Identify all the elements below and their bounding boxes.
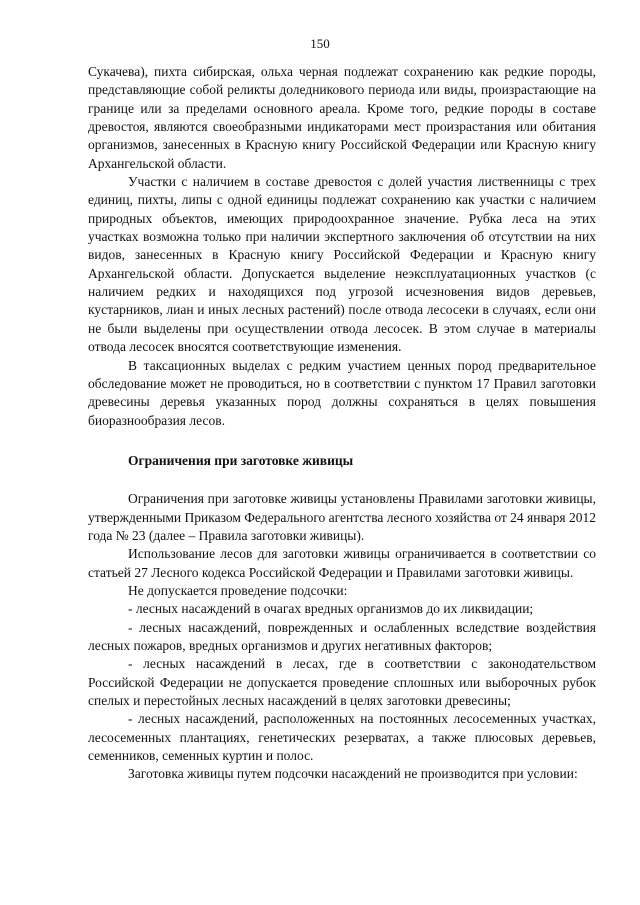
paragraph: Использование лесов для заготовки живицы ограничивается в соответствии со статьей 27 Лесного кодекса Российской Федерации и Правилами заготовки живицы. (88, 546, 596, 580)
list-item: - лесных насаждений в очагах вредных организмов до их ликвидации; (128, 601, 534, 617)
list-item: - лесных насаждений в лесах, где в соответствии с законодательством Российской Федерации не допускается проведение сплошных или выборочных рубок спелых и перестойных лесных насаждений в целях заготовки древесины; (88, 656, 596, 708)
paragraph: Сукачева), пихта сибирская, ольха черная подлежат сохранению как редкие породы, представляющие собой реликты доледникового периода или виды, произрастающие на границе или за пределами основного ареала. Кроме того, редкие породы в составе древостоя, являются своеобразными индикаторами мест произрастания или обитания организмов, занесенных в Красную книгу Российской Федерации или Красную книгу Архангельской области. (88, 64, 596, 171)
body-text (88, 63, 596, 784)
paragraph: В таксационных выделах с редким участием ценных пород предварительное обследование может не проводиться, но в соответствии с пунктом 17 Правил заготовки древесины деревья указанных пород должны сохраняться в целях повышения биоразнообразия лесов. (88, 357, 596, 428)
page-number: 150 (310, 36, 330, 51)
list-item: - лесных насаждений, поврежденных и ослабленных вследствие воздействия лесных пожаров, вредных организмов и других негативных факторов; (88, 619, 596, 653)
paragraph: Ограничения при заготовке живицы установлены Правилами заготовки живицы, утвержденными Приказом Федерального агентства лесного хозяйства от 24 января 2012 года № 23 (далее – Правила заготовки живицы). (88, 491, 596, 543)
paragraph: Участки с наличием в составе древостоя с долей участия лиственницы с трех единиц, пихты, липы с одной единицы подлежат сохранению как участки с наличием природных объектов, имеющих природоохранное значение. Рубка леса на этих участках возможна только при наличии экспертного заключения об отсутствии на них видов, занесенных в Красную книгу Российской Федерации и Красную книгу Архангельской области. Допускается выделение неэксплуатационных участков (с наличием редких и находящихся под угрозой исчезновения видов деревьев, кустарников, лиан и иных лесных растений) после отвода лесосеки в случаях, если они не были выделены при осуществлении отвода лесосек. В этом случае в материалы отвода лесосек вносятся соответствующие изменения. (88, 174, 596, 355)
paragraph: Заготовка живицы путем подсочки насаждений не производится при условии: (128, 766, 578, 782)
section-heading: Ограничения при заготовке живицы (128, 452, 354, 468)
paragraph: Не допускается проведение подсочки: (128, 582, 348, 598)
list-item: - лесных насаждений, расположенных на постоянных лесосеменных участках, лесосеменных плантациях, генетических резерватах, а также плюсовых деревьев, семенников, семенных куртин и полос. (88, 711, 596, 764)
